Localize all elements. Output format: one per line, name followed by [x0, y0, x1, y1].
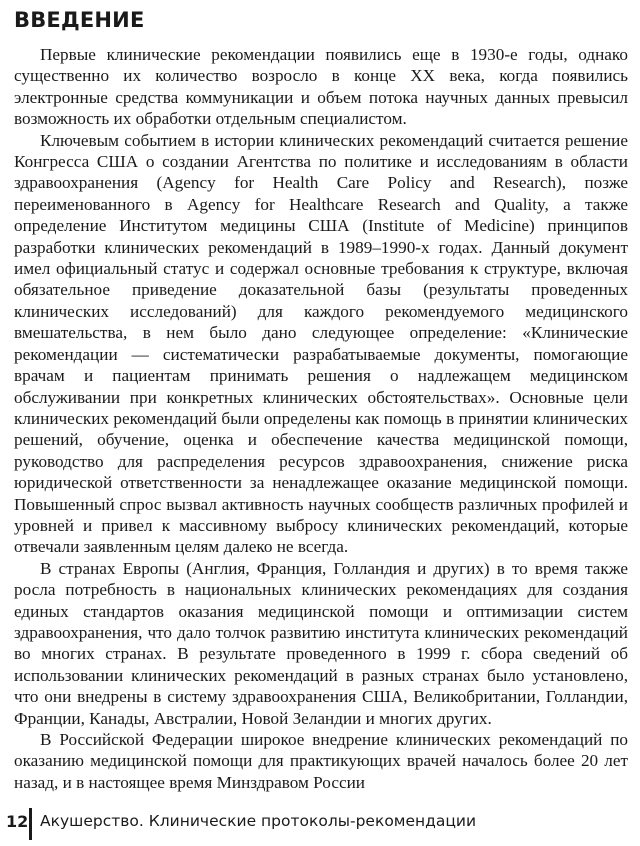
body-text	[14, 44, 628, 793]
paragraph: Первые клинические рекомендации появились еще в 1930-е годы, однако существенно их количество возросло в конце XX века, когда появились электронные средства коммуникации и объем потока научных данных превысил возможность их обработки отдельным специалистом.	[14, 45, 628, 129]
page-footer	[0, 808, 640, 842]
section-heading: ВВЕДЕНИЕ	[14, 8, 145, 32]
paragraph: В странах Европы (Англия, Франция, Голландия и других) в то время также росла потребность в национальных клинических рекомендациях для создания единых стандартов оказания медицинской помощи и оптимизации систем здравоохранения, что дало толчок развитию института клинических рекомендаций во многих странах. В результате проведенного в 1999 г. сбора сведений об использовании клинических рекомендаций в разных странах было установлено, что они внедрены в систему здравоохранения США, Великобритании, Голландии, Франции, Канады, Австралии, Новой Зеландии и многих других.	[14, 558, 628, 728]
paragraph: В Российской Федерации широкое внедрение клинических рекомендаций по оказанию медицинской помощи для практикующих врачей началось более 20 лет назад, и в настоящее время Минздравом России	[14, 730, 628, 792]
page-number: 12	[6, 812, 29, 831]
footer-divider	[29, 808, 32, 840]
paragraph: Ключевым событием в истории клинических рекомендаций считается решение Конгресса США о создании Агентства по политике и исследованиям в области здравоохранения (Agency for Health Care Policy and Research), позже переименованного в Agency for Healthcare Research and Quality, а также определение Институтом медицины США (Institute of Medicine) принципов разработки клинических рекомендаций в 1989–1990-х годах. Данный документ имел официальный статус и содержал основные требования к структуре, включая обязательное приведение доказательной базы (результаты проведенных клинических исследований) для каждого рекомендуемого медицинского вмешательства, в нем было дано следующее определение: «Клинические рекомендации — систематически разрабатываемые документы, помогающие врачам и пациентам принимать решения о надлежащем медицинском обслуживании при конкретных клинических обстоятельствах». Основные цели клинических рекомендаций были определены как помощь в принятии клинических решений, обучение, оценка и обеспечение качества медицинской помощи, руководство для распределения ресурсов здравоохранения, снижение риска юридической ответственности за ненадлежащее оказание медицинской помощи. Повышенный спрос вызвал активность научных сообществ различных профилей и уровней и привел к массивному выбросу клинических рекомендаций, которые отвечали заявленным целям далеко не всегда.	[14, 130, 628, 557]
running-title: Акушерство. Клинические протоколы-рекомендации	[40, 812, 477, 830]
